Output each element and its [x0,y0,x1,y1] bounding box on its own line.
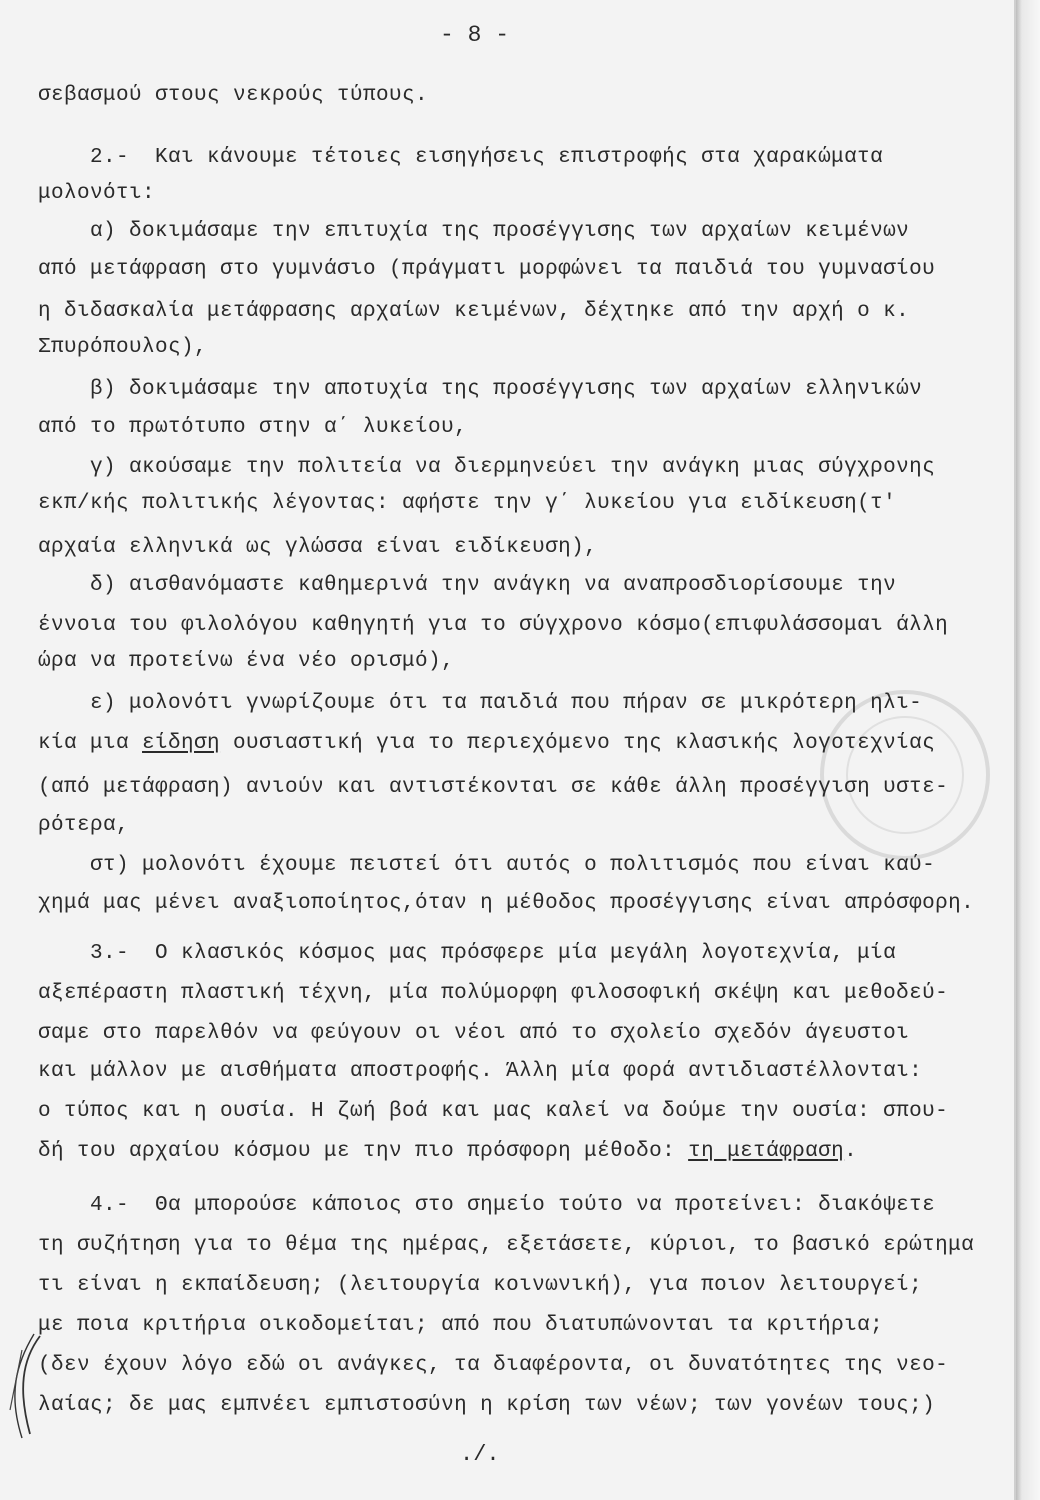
text-line: ε) μολονότι γνωρίζουμε ότι τα παιδιά που πήραν σε μικρότερη ηλι- [38,692,923,715]
margin-bracket-handwritten [0,1330,60,1440]
text-line: από μετάφραση στο γυμνάσιο (πράγματι μορφώνει τα παιδιά του γυμνασίου [38,258,936,281]
text-line: με ποια κριτήρια οικοδομείται; από που διατυπώνονται τα κριτήρια; [38,1314,884,1337]
page-edge-shadow [1016,0,1040,1500]
text-line: γ) ακούσαμε την πολιτεία να διερμηνεύει την ανάγκη μιας σύγχρονης [38,456,936,479]
text-line: σαμε στο παρελθόν να φεύγουν οι νέοι από το σχολείο σχεδόν άγευστοι [38,1022,910,1045]
text-segment: δή του αρχαίου κόσμου με την πιο πρόσφορη μέθοδο: [38,1140,689,1163]
text-line: ο τύπος και η ουσία. Η ζωή βοά και μας καλεί να δούμε την ουσία: σπου- [38,1100,949,1123]
text-line: εκπ/κής πολιτικής λέγοντας: αφήστε την γ΄ λυκείου για ειδίκευση(τ' [38,492,897,515]
text-line: 4.- Θα μπορούσε κάποιος στο σημείο τούτο να προτείνει: διακόψετε [38,1194,936,1217]
text-line: χημά μας μένει αναξιοποίητος,όταν η μέθοδος προσέγγισης είναι απρόσφορη. [38,892,975,915]
text-line: και μάλλον με αισθήματα αποστροφής. Άλλη μία φορά αντιδιαστέλλονται: [38,1060,923,1083]
continuation-mark: ./. [460,1442,500,1467]
text-segment: κία μια [38,732,143,755]
underlined-text: είδηση [142,732,221,755]
text-line: ρότερα, [38,814,130,837]
page-number: - 8 - [440,22,510,48]
text-line: τι είναι η εκπαίδευση; (λειτουργία κοινωνική), για ποιον λειτουργεί; [38,1274,923,1297]
text-line: στ) μολονότι έχουμε πειστεί ότι αυτός ο πολιτισμός που είναι καύ- [38,854,936,877]
text-line: Σπυρόπουλος), [38,336,208,359]
text-line: (δεν έχουν λόγο εδώ οι ανάγκες, τα διαφέροντα, οι δυνατότητες της νεο- [38,1354,949,1377]
text-line [38,1140,857,1164]
text-line: σεβασμού στους νεκρούς τύπους. [38,84,429,107]
text-line: η διδασκαλία μετάφρασης αρχαίων κειμένων, δέχτηκε από την αρχή ο κ. [38,300,910,323]
text-line: λαίας; δε μας εμπνέει εμπιστοσύνη η κρίση των νέων; των γονέων τους;) [38,1394,936,1417]
text-line: αξεπέραστη πλαστική τέχνη, μία πολύμορφη φιλοσοφική σκέψη και μεθοδεύ- [38,982,949,1005]
text-line: αρχαία ελληνικά ως γλώσσα είναι ειδίκευση), [38,536,598,559]
text-line: 3.- Ο κλασικός κόσμος μας πρόσφερε μία μεγάλη λογοτεχνία, μία [38,942,897,965]
underlined-text: τη μετάφραση [688,1140,845,1163]
text-line: δ) αισθανόμαστε καθημερινά την ανάγκη να αναπροσδιορίσουμε την [38,574,897,597]
text-line [38,732,935,756]
text-line: ώρα να προτείνω ένα νέο ορισμό), [38,650,455,673]
text-line: β) δοκιμάσαμε την αποτυχία της προσέγγισης των αρχαίων ελληνικών [38,378,923,401]
text-line: έννοια του φιλολόγου καθηγητή για το σύγχρονο κόσμο(επιφυλάσσομαι άλλη [38,614,949,637]
text-line: μολονότι: [38,182,156,205]
text-line: (από μετάφραση) ανιούν και αντιστέκονται σε κάθε άλλη προσέγγιση υστε- [38,776,949,799]
text-segment: . [844,1140,858,1163]
text-line: τη συζήτηση για το θέμα της ημέρας, εξετάσετε, κύριοι, το βασικό ερώτημα [38,1234,975,1257]
text-segment: ουσιαστική για το περιεχόμενο της κλασικής λογοτεχνίας [220,732,936,755]
text-line: 2.- Και κάνουμε τέτοιες εισηγήσεις επιστροφής στα χαρακώματα [38,146,884,169]
text-line: α) δοκιμάσαμε την επιτυχία της προσέγγισης των αρχαίων κειμένων [38,220,910,243]
text-line: από το πρωτότυπο στην α΄ λυκείου, [38,416,468,439]
